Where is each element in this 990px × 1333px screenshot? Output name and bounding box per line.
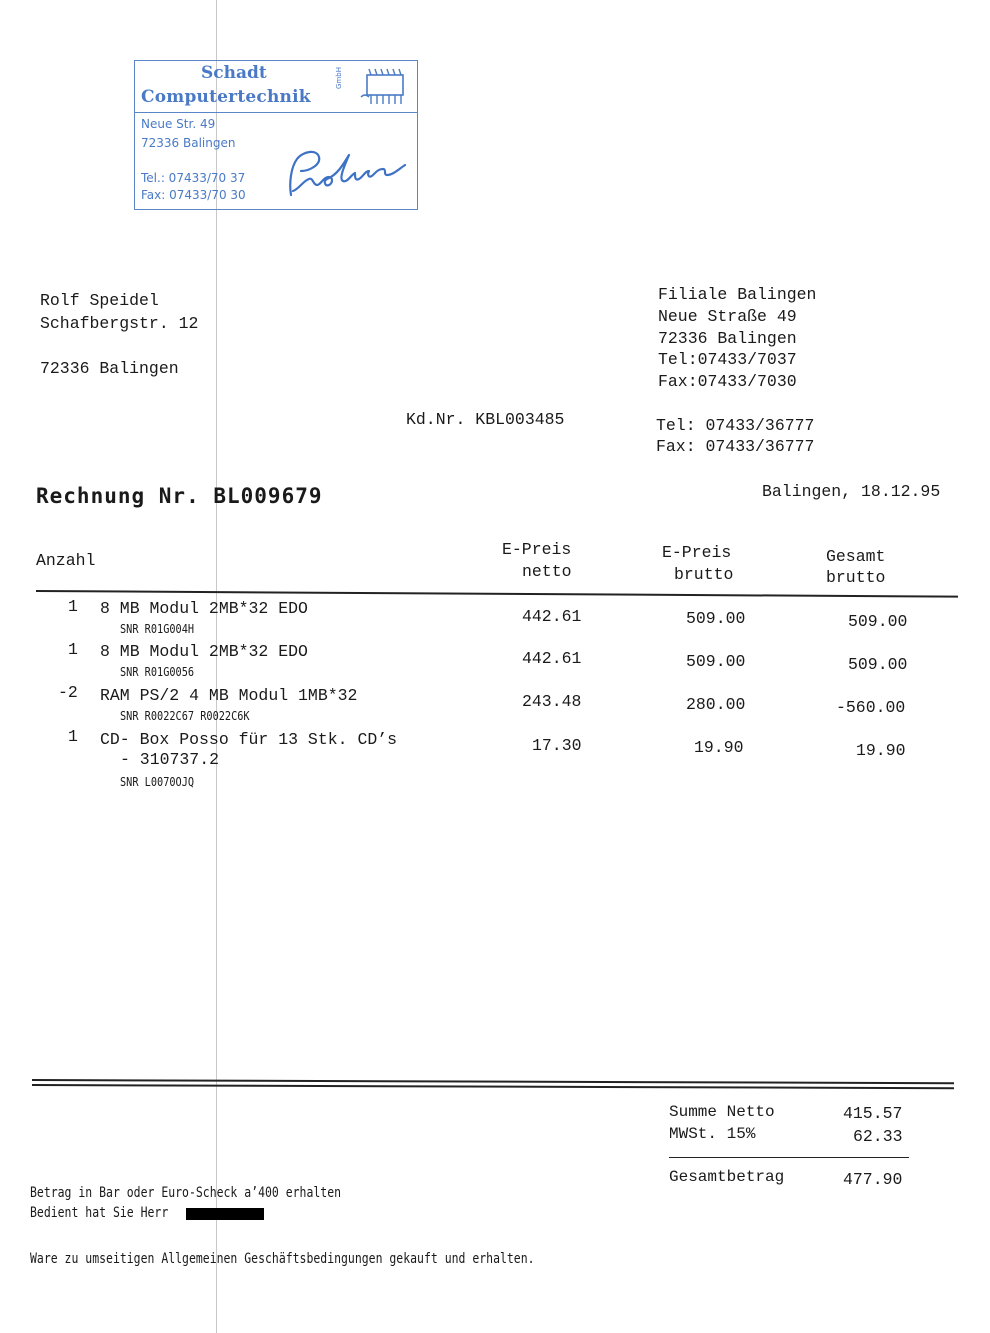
row-unit-gross: 509.00 [686, 652, 746, 671]
header-unit-net-1: E-Preis [502, 540, 572, 559]
row-qty: 1 [68, 640, 78, 659]
header-total-2: brutto [826, 568, 886, 587]
chip-logo-icon [357, 67, 411, 107]
company-stamp [134, 60, 418, 210]
customer-number: Kd.Nr. KBL003485 [406, 410, 565, 429]
stamp-tel: Tel.: 07433/70 37 [141, 171, 246, 185]
stamp-header [135, 61, 417, 113]
header-unit-net-2: netto [522, 562, 572, 581]
row-description: CD- Box Posso für 13 Stk. CD’s [100, 730, 398, 749]
header-qty: Anzahl [36, 551, 96, 570]
row-total: 509.00 [848, 612, 908, 631]
row-qty: 1 [68, 597, 78, 616]
row-serial: SNR R01G004H [120, 621, 195, 636]
payment-note: Betrag in Bar oder Euro-Scheck a’400 erhalten [30, 1185, 342, 1201]
row-serial: SNR R01G0056 [120, 664, 195, 679]
recipient-street: Schafbergstr. 12 [40, 314, 199, 333]
terms-note: Ware zu umseitigen Allgemeinen Geschäftsbedingungen gekauft und erhalten. [30, 1251, 535, 1267]
recipient-name: Rolf Speidel [40, 291, 159, 310]
row-unit-net: 17.30 [532, 736, 582, 755]
row-unit-gross: 280.00 [686, 695, 746, 714]
row-serial: SNR R0022C67 R0022C6K [120, 708, 250, 723]
header-unit-gross-1: E-Preis [662, 543, 732, 562]
stamp-legal-form: GmbH [335, 67, 343, 89]
grand-total-value: 477.90 [843, 1170, 903, 1189]
row-unit-net: 243.48 [522, 692, 582, 711]
vat-label: MWSt. 15% [669, 1125, 756, 1143]
served-by: Bedient hat Sie Herr [30, 1205, 169, 1221]
recipient-city: 72336 Balingen [40, 359, 179, 378]
net-label: Summe Netto [669, 1103, 775, 1121]
row-total: -560.00 [836, 698, 906, 717]
stamp-street: Neue Str. 49 [141, 117, 216, 131]
branch-tel: Tel:07433/7037 [658, 350, 797, 369]
row-total: 509.00 [848, 655, 908, 674]
row-serial: SNR L0070OJQ [120, 774, 195, 789]
row-unit-net: 442.61 [522, 607, 582, 626]
row-description-cont: - 310737.2 [120, 750, 220, 769]
stamp-company-line2: Computertechnik [141, 87, 311, 107]
branch-name: Filiale Balingen [658, 285, 817, 304]
stamp-city: 72336 Balingen [141, 136, 236, 150]
header-total-1: Gesamt [826, 547, 886, 566]
row-total: 19.90 [856, 741, 906, 760]
totals-divider-bottom [32, 1084, 954, 1089]
branch-fax2: Fax: 07433/36777 [656, 437, 815, 456]
place-date: Balingen, 18.12.95 [762, 482, 941, 501]
grand-total-label: Gesamtbetrag [669, 1168, 785, 1186]
branch-city: 72336 Balingen [658, 329, 797, 348]
branch-street: Neue Straße 49 [658, 307, 797, 326]
grand-total-divider [669, 1157, 909, 1158]
row-description: RAM PS/2 4 MB Modul 1MB*32 [100, 686, 358, 705]
row-description: 8 MB Modul 2MB*32 EDO [100, 642, 308, 661]
stamp-company-line1: Schadt [201, 63, 267, 83]
header-divider [36, 590, 958, 597]
branch-fax: Fax:07433/7030 [658, 372, 797, 391]
stamp-fax: Fax: 07433/70 30 [141, 188, 246, 202]
net-value: 415.57 [843, 1104, 903, 1123]
header-unit-gross-2: brutto [674, 565, 734, 584]
branch-tel2: Tel: 07433/36777 [656, 416, 815, 435]
row-description: 8 MB Modul 2MB*32 EDO [100, 599, 308, 618]
row-unit-net: 442.61 [522, 649, 582, 668]
vat-value: 62.33 [853, 1127, 903, 1146]
handwritten-signature [283, 145, 411, 201]
row-qty: -2 [58, 683, 78, 702]
totals-divider-top [32, 1079, 954, 1084]
row-unit-gross: 19.90 [694, 738, 744, 757]
invoice-title: Rechnung Nr. BL009679 [36, 484, 323, 508]
row-qty: 1 [68, 727, 78, 746]
row-unit-gross: 509.00 [686, 609, 746, 628]
redaction-bar [186, 1208, 264, 1220]
